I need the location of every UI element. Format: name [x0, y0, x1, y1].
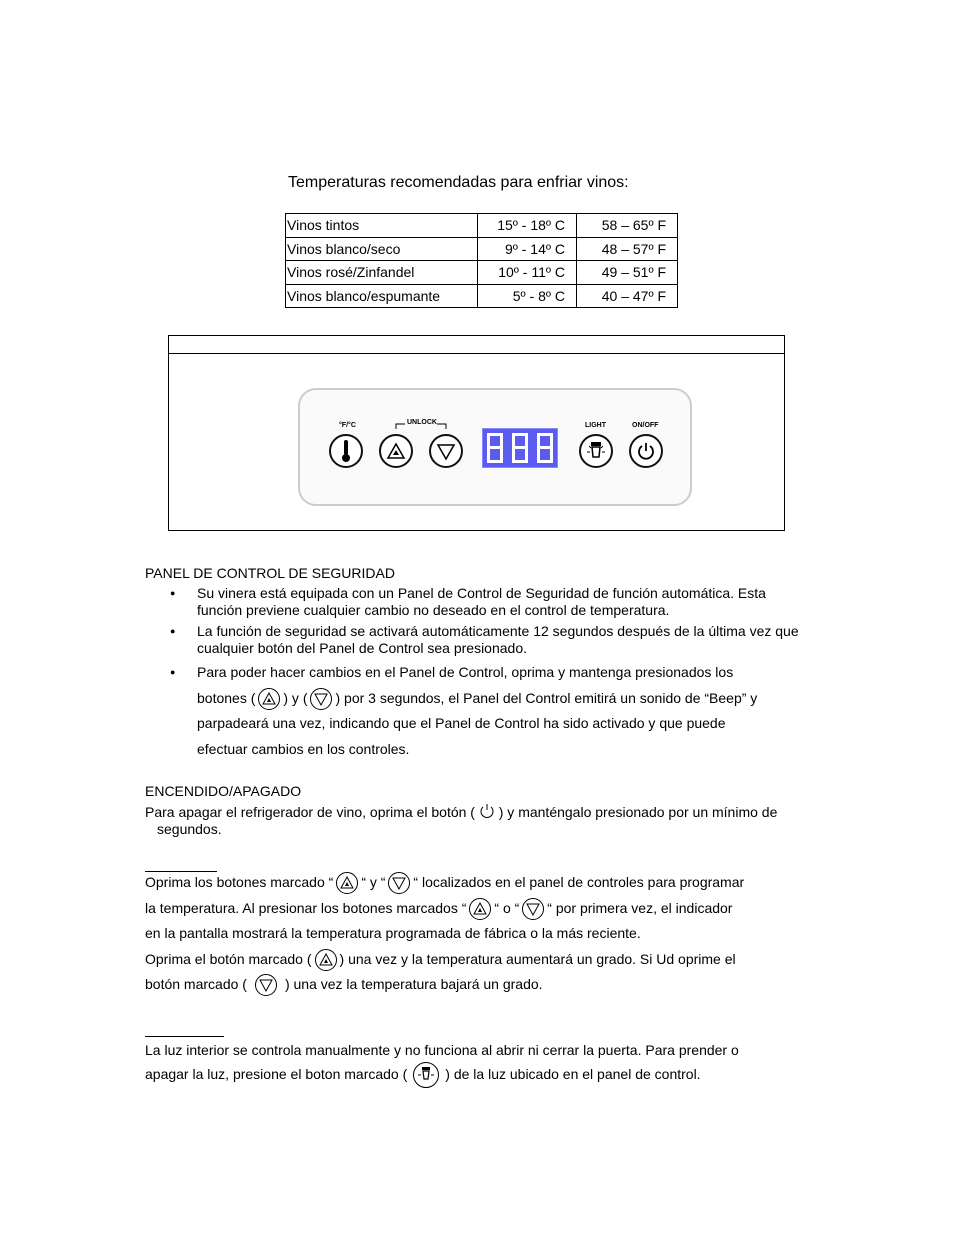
onoff-label: ON/OFF — [632, 422, 659, 429]
table-cell: 15º - 18º C — [478, 214, 577, 238]
table-row — [286, 214, 678, 238]
table-row — [286, 284, 678, 308]
power-button[interactable] — [629, 434, 663, 468]
display-digit — [487, 433, 503, 463]
down-button-ref — [522, 898, 544, 920]
paragraph-text: Oprima los botones marcado “ — [145, 874, 334, 890]
table-cell: Vinos tintos — [286, 214, 478, 238]
power-paragraph — [145, 803, 810, 838]
thermometer-button[interactable] — [329, 434, 363, 468]
list-item — [170, 660, 820, 762]
table-cell: 48 – 57º F — [577, 237, 678, 261]
paragraph-text: La luz interior se controla manualmente y no funciona al abrir ni cerrar la puerta. Para prender o — [145, 1042, 739, 1058]
light-button-ref — [413, 1062, 439, 1088]
heading-underline — [145, 1036, 224, 1037]
thermometer-icon — [338, 439, 354, 463]
table-cell: Vinos blanco/seco — [286, 237, 478, 261]
paragraph-text: segundos. — [157, 821, 222, 837]
triangle-down-icon — [523, 899, 543, 919]
paragraph-text: botón marcado ( — [145, 976, 247, 992]
power-icon — [479, 803, 495, 819]
triangle-up-icon — [316, 950, 336, 970]
bullet-text: ) y ( — [283, 689, 308, 706]
paragraph-text: “ o “ — [494, 899, 520, 916]
light-paragraph-2 — [145, 1062, 807, 1088]
light-label: LIGHT — [585, 422, 606, 429]
unit-label: °F/°C — [339, 422, 356, 429]
table-row — [286, 261, 678, 285]
up-button-ref — [336, 872, 358, 894]
light-paragraph — [145, 1038, 807, 1064]
bullet-text: ) por 3 segundos, el Panel del Control emitirá un sonido de “Beep” y — [335, 689, 758, 706]
triangle-up-icon — [386, 441, 406, 461]
paragraph-text: ) una vez la temperatura bajará un grado. — [284, 976, 543, 992]
table-row — [286, 237, 678, 261]
temp-up-button[interactable] — [379, 434, 413, 468]
bullet-text: Para poder hacer cambios en el Panel de Control, oprima y mantenga presionados los — [197, 664, 734, 680]
table-cell: 5º - 8º C — [478, 284, 577, 308]
paragraph-text: “ localizados en el panel de controles para programar — [413, 874, 745, 890]
temperature-paragraph — [145, 870, 815, 998]
triangle-down-icon — [389, 873, 409, 893]
bullet-text: efectuar cambios en los controles. — [197, 740, 410, 757]
bullet-text: botones ( — [197, 689, 256, 706]
triangle-up-icon — [470, 899, 490, 919]
security-heading: PANEL DE CONTROL DE SEGURIDAD — [145, 565, 395, 581]
down-button-ref — [310, 688, 332, 710]
power-heading: ENCENDIDO/APAGADO — [145, 783, 302, 799]
temp-down-button[interactable] — [429, 434, 463, 468]
paragraph-text: ) una vez y la temperatura aumentará un grado. Si Ud oprime el — [339, 950, 736, 967]
light-bulb-icon — [414, 1063, 438, 1087]
down-button-ref — [255, 974, 277, 996]
security-bullets — [170, 585, 810, 619]
power-icon — [636, 441, 656, 461]
table-cell: Vinos rosé/Zinfandel — [286, 261, 478, 285]
paragraph-text: ) de la luz ubicado en el panel de control. — [445, 1066, 701, 1082]
paragraph-text: “ por primera vez, el indicador — [547, 899, 733, 916]
list-item: ● La función de seguridad se activará automáticamente 12 segundos después de la última vez que cualquier botón del Panel de Control sea presionado. — [170, 623, 810, 657]
table-cell: 10º - 11º C — [478, 261, 577, 285]
table-cell: 9º - 14º C — [478, 237, 577, 261]
security-bullets — [170, 660, 820, 762]
security-bullets — [170, 623, 810, 657]
triangle-down-icon — [436, 441, 456, 461]
table-title: Temperaturas recomendadas para enfriar vinos: — [288, 174, 629, 191]
paragraph-text: “ y “ — [361, 874, 386, 890]
down-button-ref — [388, 872, 410, 894]
paragraph-text: Para apagar el refrigerador de vino, oprima el botón ( — [145, 804, 475, 820]
unlock-label: UNLOCK — [407, 419, 437, 426]
paragraph-text: en la pantalla mostrará la temperatura programada de fábrica o la más reciente. — [145, 925, 641, 941]
triangle-up-icon — [259, 689, 279, 709]
up-button-ref — [315, 949, 337, 971]
figure-header-bar — [168, 353, 785, 354]
bullet-text: parpadeará una vez, indicando que el Panel de Control ha sido activado y que puede — [197, 715, 726, 731]
paragraph-text: Oprima el botón marcado ( — [145, 950, 312, 967]
display-digit — [537, 433, 553, 463]
table-cell: 40 – 47º F — [577, 284, 678, 308]
table-cell: Vinos blanco/espumante — [286, 284, 478, 308]
light-button[interactable] — [579, 434, 613, 468]
list-item: ● Su vinera está equipada con un Panel de Control de Seguridad de función automática. Esta función previene cualquier cambio no deseado en el control de temperatura. — [170, 585, 810, 619]
up-button-ref — [258, 688, 280, 710]
triangle-up-icon — [337, 873, 357, 893]
triangle-down-icon — [256, 975, 276, 995]
paragraph-text: ) y manténgalo presionado por un mínimo de — [498, 804, 778, 820]
display-digit — [512, 433, 528, 463]
temperature-display — [482, 428, 558, 468]
paragraph-text: apagar la luz, presione el boton marcado ( — [145, 1066, 408, 1082]
triangle-down-icon — [311, 689, 331, 709]
paragraph-text: la temperatura. Al presionar los botones marcados “ — [145, 899, 467, 916]
up-button-ref — [469, 898, 491, 920]
unlock-bracket — [395, 420, 447, 430]
table-cell: 58 – 65º F — [577, 214, 678, 238]
wine-temperature-table — [285, 213, 678, 308]
light-bulb-icon — [585, 440, 607, 462]
table-cell: 49 – 51º F — [577, 261, 678, 285]
